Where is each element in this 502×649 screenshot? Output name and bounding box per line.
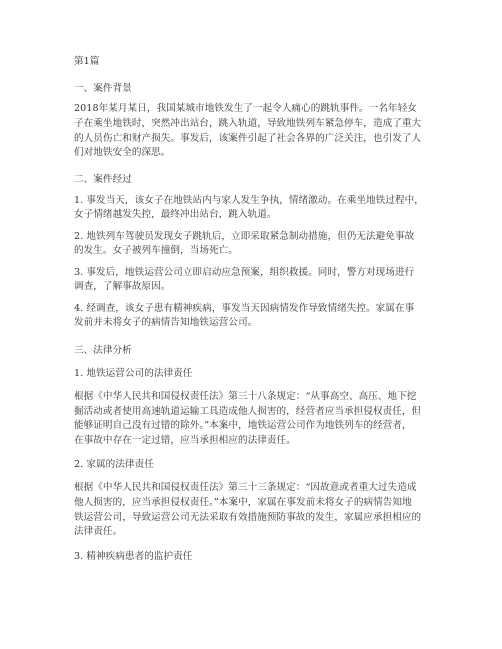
paragraph-line: 他人损害的，应当承担侵权责任。”本案中，家属在事发前未将女子的病情告知地 [74,497,412,508]
paragraph-line: 根据《中华人民共和国侵权责任法》第三十三条规定：“因故意或者重大过失造成 [74,482,417,493]
paragraph-line: 能够证明自己没有过错的除外。”本案中，地铁运营公司作为地铁列车的经营者， [74,420,412,431]
paragraph-line: 4. 经调查，该女子患有精神疾病，事发当天因病情发作导致情绪失控。家属在事 [74,303,415,314]
paragraph-line: 调查，了解事故原因。 [74,281,171,292]
section-heading-background: 一、案件背景 [74,83,132,94]
paragraph-line: 们对地铁安全的深思。 [74,147,171,158]
paragraph-line: 2018年某月某日，我国某城市地铁发生了一起令人痛心的跳轨事件。一名年轻女 [74,103,417,114]
paragraph-line: 在事故中存在一定过错，应当承担相应的法律责任。 [74,435,296,446]
paragraph-line: 的人员伤亡和财产损失。事发后，该案件引起了社会各界的广泛关注，也引发了人 [74,133,422,144]
paragraph-line: 掘活动或者使用高速轨道运输工具造成他人损害的，经营者应当承担侵权责任，但 [74,406,422,417]
paragraph-line: 子在乘坐地铁时，突然冲出站台，跳入轨道，导致地铁列车紧急停车，造成了重大 [74,118,422,129]
paragraph-line: 2. 地铁列车驾驶员发现女子跳轨后，立即采取紧急制动措施，但仍无法避免事故 [74,231,415,242]
paragraph-line: 发前并未将女子的病情告知地铁运营公司。 [74,317,258,328]
paragraph-line: 的发生。女子被列车撞倒，当场死亡。 [74,245,238,256]
paragraph-line: 根据《中华人民共和国侵权责任法》第三十八条规定：“从事高空、高压、地下挖 [74,391,417,402]
paragraph-line: 女子情绪越发失控，最终冲出站台，跳入轨道。 [74,209,277,220]
chapter-label: 第1篇 [74,56,100,67]
section-heading-process: 二、案件经过 [74,174,132,185]
subsection-title-family: 2. 家属的法律责任 [74,459,154,470]
subsection-title-operator: 1. 地铁运营公司的法律责任 [74,368,193,379]
section-heading-legal-analysis: 三、法律分析 [74,345,132,356]
paragraph-line: 1. 事发当天，该女子在地铁站内与家人发生争执，情绪激动。在乘坐地铁过程中， [74,195,424,206]
paragraph-line: 铁运营公司，导致运营公司无法采取有效措施预防事故的发生，家属应承担相应的 [74,512,422,523]
paragraph-line: 法律责任。 [74,526,123,537]
subsection-title-guardian: 3. 精神疾病患者的监护责任 [74,551,193,562]
paragraph-line: 3. 事发后，地铁运营公司立即启动应急预案，组织救援。同时，警方对现场进行 [74,267,415,278]
